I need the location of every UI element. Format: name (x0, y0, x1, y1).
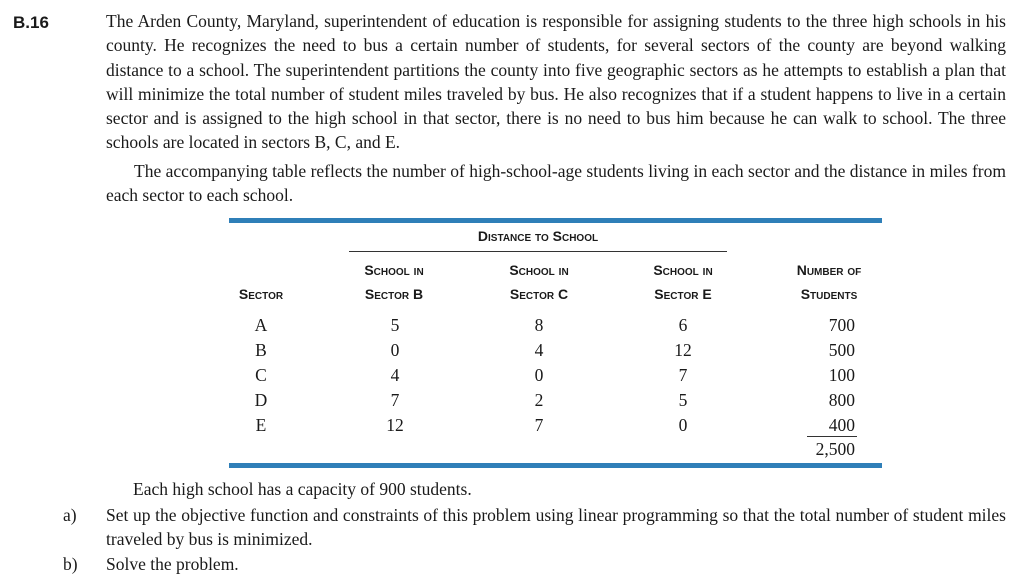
header-sector: Sector (238, 286, 284, 302)
table-cell-b: 4 (390, 365, 400, 385)
table-cell-sector: B (255, 340, 267, 360)
table-cell-students: 400 (828, 415, 855, 435)
table-cell-sector: C (255, 365, 267, 385)
question-a-label: a) (63, 505, 77, 525)
table-cell-b: 0 (390, 340, 400, 360)
table-cell-students: 500 (828, 340, 855, 360)
header-school-e (628, 258, 738, 306)
header-school-b (339, 258, 449, 306)
table-cell-b: 7 (390, 390, 400, 410)
table-cell-c: 2 (534, 390, 544, 410)
table-cell-c: 4 (534, 340, 544, 360)
problem-number: B.16 (13, 13, 49, 32)
table-cell-e: 5 (678, 390, 688, 410)
header-school-c-line2: Sector C (509, 286, 569, 302)
table-cell-c: 8 (534, 315, 544, 335)
table-cell-sector: E (255, 415, 267, 435)
group-header-rule (349, 251, 727, 252)
header-students (774, 258, 884, 306)
table-total-students: 2,500 (815, 439, 855, 459)
header-students-line1: Number of (796, 262, 862, 278)
table-cell-students: 800 (828, 390, 855, 410)
question-b-label: b) (63, 554, 78, 574)
table-cell-students: 100 (828, 365, 855, 385)
header-school-c-line1: School in (509, 262, 569, 278)
table-cell-e: 0 (678, 415, 688, 435)
header-school-e-line1: School in (653, 262, 713, 278)
table-cell-b: 12 (386, 415, 404, 435)
table-cell-c: 0 (534, 365, 544, 385)
question-b-text: Solve the problem. (106, 554, 239, 574)
table-cell-b: 5 (390, 315, 400, 335)
question-a-text: Set up the objective function and constraints of this problem using linear programming so that the total number of student miles traveled by bus is minimized. (106, 505, 1006, 550)
header-school-e-line2: Sector E (654, 286, 712, 302)
table-bottom-rule (229, 463, 882, 468)
table-cell-c: 7 (534, 415, 544, 435)
distance-table (229, 218, 882, 470)
header-school-b-line1: School in (364, 262, 424, 278)
table-cell-e: 6 (678, 315, 688, 335)
problem-paragraph-1: The Arden County, Maryland, superintendent of education is responsible for assigning students to the three high schools in his county. He recognizes the need to bus a certain number of students, for several sectors of the county are beyond walking distance to a school. The superintendent partitions the county into five geographic sectors as he attempts to establish a plan that will minimize the total number of student miles traveled by bus. He also recognizes that if a student happens to live in a certain sector and is assigned to the high school in that sector, there is no need to bus him because he can walk to school. The three schools are located in sectors B, C, and E. (106, 11, 1006, 153)
table-top-rule (229, 218, 882, 223)
table-cell-e: 12 (674, 340, 692, 360)
header-school-b-line2: Sector B (364, 286, 424, 302)
group-header-distance: Distance to School (477, 228, 599, 244)
table-cell-sector: A (254, 315, 268, 335)
header-school-c (484, 258, 594, 306)
table-cell-students: 700 (828, 315, 855, 335)
header-students-line2: Students (800, 286, 858, 302)
problem-paragraph-2: The accompanying table reflects the number of high-school-age students living in each sector and the distance in miles from each sector to each school. (106, 161, 1006, 206)
table-cell-sector: D (254, 390, 268, 410)
capacity-note: Each high school has a capacity of 900 students. (133, 479, 472, 499)
table-cell-e: 7 (678, 365, 688, 385)
